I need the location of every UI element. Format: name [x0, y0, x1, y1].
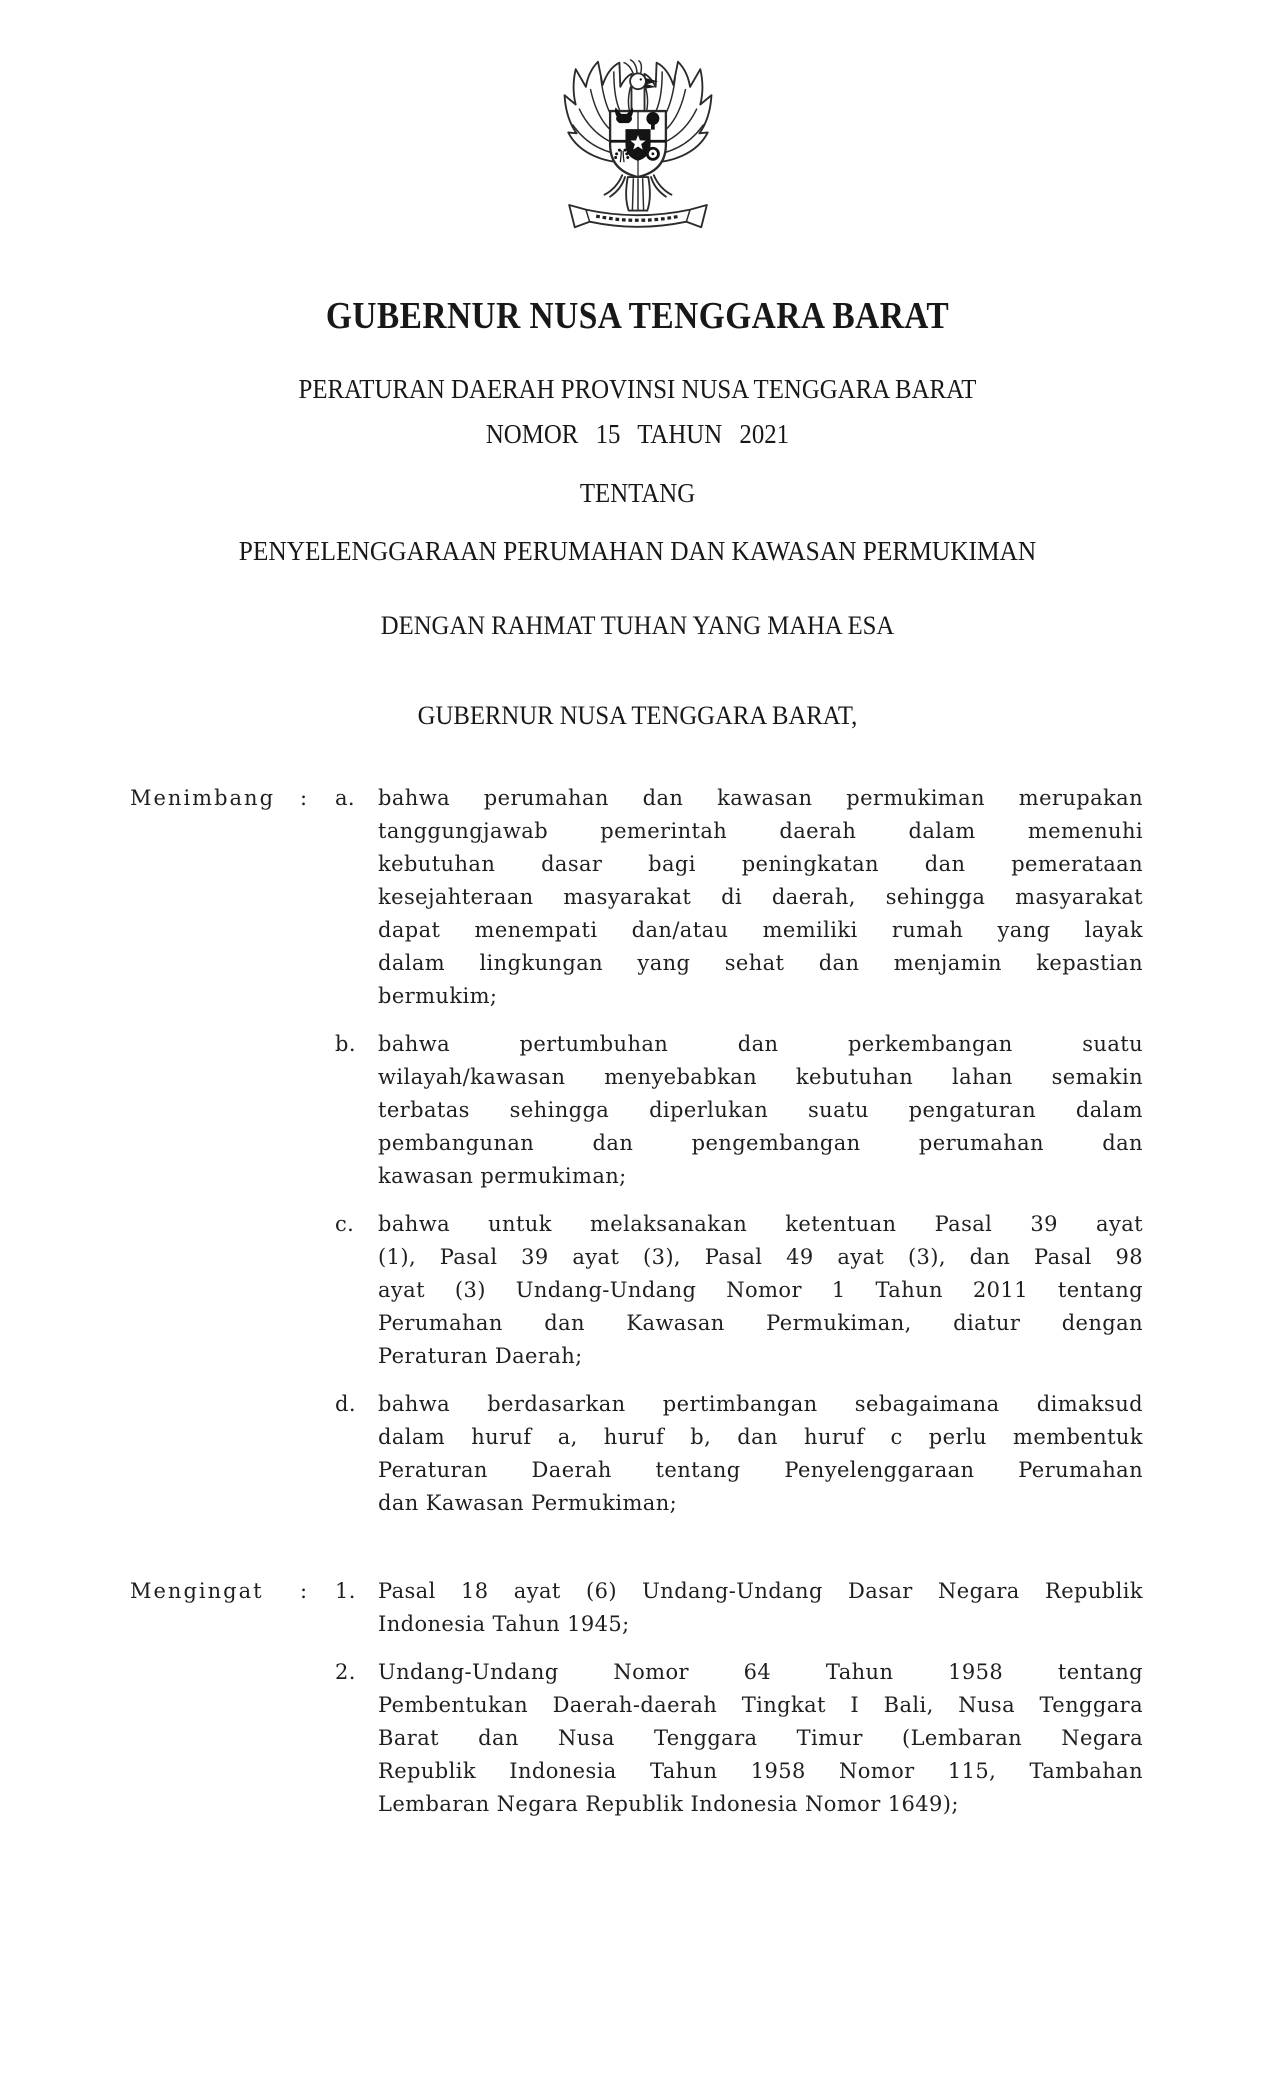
text-line: bahwa untuk melaksanakan ketentuan Pasal 39 ayat: [378, 1212, 1143, 1236]
text-line: kebutuhan dasar bagi peningkatan dan pemerataan: [378, 852, 1143, 876]
text-line: Peraturan Daerah;: [378, 1344, 583, 1368]
garuda-tail: [604, 175, 671, 210]
list-item: [335, 1575, 1143, 1641]
text-line: bahwa pertumbuhan dan perkembangan suatu: [378, 1032, 1143, 1056]
text-line: dapat menempati dan/atau memiliki rumah yang layak: [378, 918, 1143, 942]
emblem-container: [0, 58, 1275, 262]
doc-type-line: PERATURAN DAERAH PROVINSI NUSA TENGGARA BARAT: [298, 374, 977, 404]
item-marker: d.: [335, 1392, 356, 1416]
page-title: GUBERNUR NUSA TENGGARA BARAT: [325, 295, 950, 337]
doc-about-label: TENTANG: [579, 478, 696, 508]
text-line: Barat dan Nusa Tenggara Timur (Lembaran Negara: [378, 1726, 1143, 1750]
item-text: [378, 1388, 1143, 1520]
text-line: bermukim;: [378, 984, 498, 1008]
text-line: kesejahteraan masyarakat di daerah, sehingga masyarakat: [378, 885, 1143, 909]
item-marker: c.: [335, 1212, 355, 1236]
list-item: [335, 1028, 1143, 1193]
text-line: tanggungjawab pemerintah daerah dalam memenuhi: [378, 819, 1143, 843]
item-marker: b.: [335, 1032, 356, 1056]
item-text: [378, 1208, 1143, 1373]
text-line: dan Kawasan Permukiman;: [378, 1491, 678, 1515]
text-line: Indonesia Tahun 1945;: [378, 1612, 630, 1636]
text-line: Peraturan Daerah tentang Penyelenggaraan Perumahan: [378, 1458, 1143, 1482]
section-items: [335, 1575, 1143, 1836]
text-line: wilayah/kawasan menyebabkan kebutuhan lahan semakin: [378, 1065, 1143, 1089]
text-line: bahwa berdasarkan pertimbangan sebagaimana dimaksud: [378, 1392, 1143, 1416]
text-line: ayat (3) Undang-Undang Nomor 1 Tahun 2011 tentang: [378, 1278, 1143, 1302]
text-line: pembangunan dan pengembangan perumahan dan: [378, 1131, 1143, 1155]
doc-subject-line: PENYELENGGARAAN PERUMAHAN DAN KAWASAN PERMUKIMAN: [238, 536, 1037, 566]
section-colon: :: [300, 1579, 308, 1603]
text-line: terbatas sehingga diperlukan suatu pengaturan dalam: [378, 1098, 1143, 1122]
section-label: Menimbang: [130, 786, 276, 810]
text-line: kawasan permukiman;: [378, 1164, 627, 1188]
doc-body: [130, 782, 1143, 1836]
garuda-pancasila-emblem-icon: [545, 58, 731, 258]
item-text: [378, 1656, 1143, 1821]
list-item: [335, 1656, 1143, 1821]
item-marker: 2.: [335, 1660, 356, 1684]
text-line: bahwa perumahan dan kawasan permukiman merupakan: [378, 786, 1143, 810]
text-line: dalam lingkungan yang sehat dan menjamin kepastian: [378, 951, 1143, 975]
item-marker: 1.: [335, 1579, 356, 1603]
text-line: Perumahan dan Kawasan Permukiman, diatur dengan: [378, 1311, 1143, 1335]
text-line: Undang-Undang Nomor 64 Tahun 1958 tentang: [378, 1660, 1143, 1684]
item-text: [378, 1028, 1143, 1193]
text-line: Pembentukan Daerah-daerah Tingkat I Bali, Nusa Tenggara: [378, 1693, 1143, 1717]
text-line: Republik Indonesia Tahun 1958 Nomor 115, Tambahan: [378, 1759, 1143, 1783]
text-line: Pasal 18 ayat (6) Undang-Undang Dasar Negara Republik: [378, 1579, 1143, 1603]
section-mengingat: [130, 1575, 1143, 1836]
section-items: [335, 782, 1143, 1535]
section-menimbang: [130, 782, 1143, 1535]
item-text: [378, 1575, 1143, 1641]
pancasila-shield: [610, 107, 666, 177]
doc-number-line: NOMOR 15 TAHUN 2021: [485, 419, 790, 449]
section-colon: :: [300, 786, 308, 810]
section-label: Mengingat: [130, 1579, 264, 1603]
text-line: (1), Pasal 39 ayat (3), Pasal 49 ayat (3), dan Pasal 98: [378, 1245, 1143, 1269]
list-item: [335, 782, 1143, 1013]
item-text: [378, 782, 1143, 1013]
doc-issuer-line: GUBERNUR NUSA TENGGARA BARAT,: [417, 701, 858, 730]
text-line: dalam huruf a, huruf b, dan huruf c perlu membentuk: [378, 1425, 1143, 1449]
text-line: Lembaran Negara Republik Indonesia Nomor 1649);: [378, 1792, 959, 1816]
list-item: [335, 1208, 1143, 1373]
item-marker: a.: [335, 786, 355, 810]
list-item: [335, 1388, 1143, 1520]
doc-invocation-line: DENGAN RAHMAT TUHAN YANG MAHA ESA: [380, 611, 895, 640]
